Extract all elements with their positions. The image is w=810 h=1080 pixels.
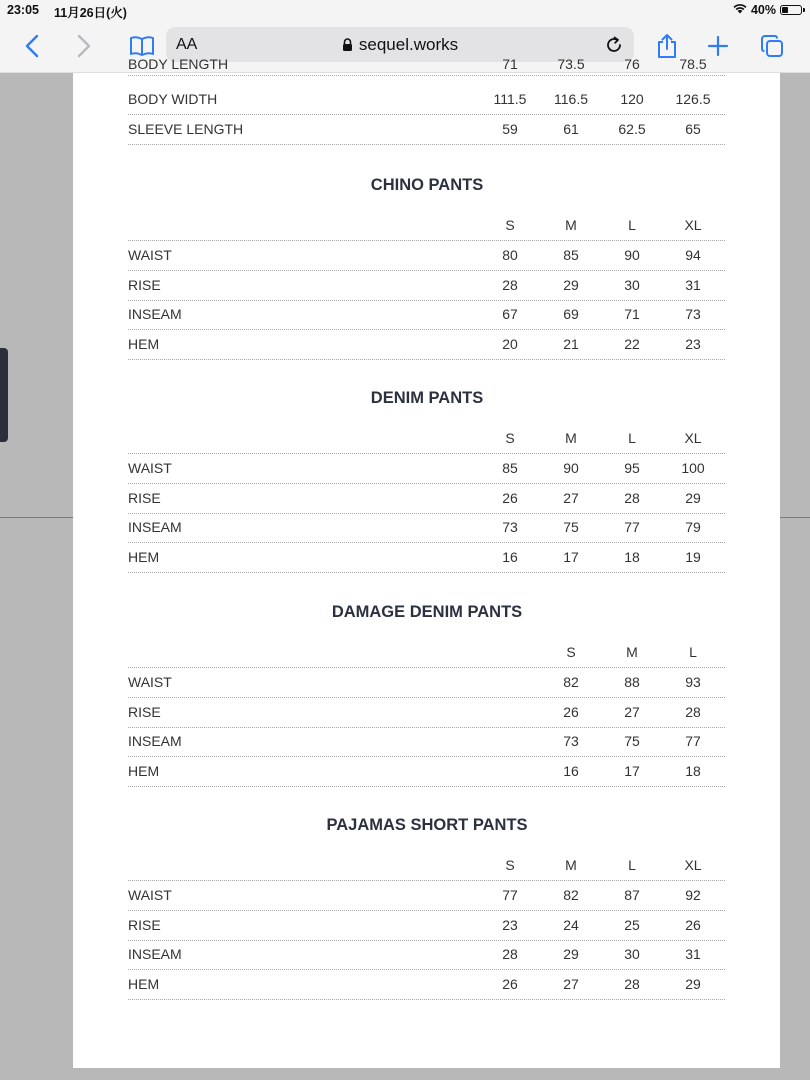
table-cell: 75: [624, 733, 640, 750]
table-cell: 82: [563, 674, 579, 690]
size-header-row: [128, 638, 725, 668]
table-cell: 93: [685, 674, 701, 690]
table-row: [128, 115, 725, 145]
table-cell: S: [505, 857, 515, 873]
row-label: WAIST: [128, 674, 172, 690]
table-cell: XL: [684, 857, 702, 873]
table-cell: 73: [563, 733, 579, 750]
size-header-row: [128, 211, 725, 241]
battery-fill: [782, 7, 788, 13]
row-label: HEM: [128, 763, 160, 780]
table-cell: 19: [685, 549, 701, 566]
table-cell: 28: [502, 276, 518, 293]
table-row: [128, 698, 725, 728]
table-cell: 82: [563, 887, 579, 903]
table-cell: S: [505, 430, 515, 446]
table-cell: 25: [624, 916, 640, 933]
status-date: 11月26日(火): [54, 6, 127, 20]
table-cell: 79: [685, 519, 701, 536]
table-cell: 29: [685, 976, 701, 993]
table-cell: 17: [624, 763, 640, 780]
table-row: [128, 271, 725, 301]
table-cell: 22: [624, 336, 640, 353]
lock-icon: [342, 36, 353, 56]
table-cell: L: [628, 857, 636, 873]
row-label: INSEAM: [128, 519, 182, 536]
table-cell: 75: [563, 519, 579, 536]
table-cell: 88: [624, 674, 640, 690]
table-row: [128, 513, 725, 543]
table-cell: 31: [685, 946, 701, 963]
table-cell: 26: [563, 703, 579, 720]
reload-icon: [604, 35, 624, 55]
row-label: INSEAM: [128, 733, 182, 750]
table-cell: 100: [681, 460, 705, 476]
table-cell: 26: [685, 916, 701, 933]
table-row: [128, 911, 725, 941]
row-label: RISE: [128, 703, 161, 720]
table-cell: 90: [624, 247, 640, 263]
url-text: sequel.works: [358, 35, 459, 54]
table-cell: 90: [563, 460, 579, 476]
table-cell: 85: [563, 247, 579, 263]
table-cell: M: [565, 430, 577, 446]
table-cell: 73: [502, 519, 518, 536]
table-cell: 111.5: [493, 91, 527, 107]
wifi-icon: [733, 3, 747, 17]
table-cell: 20: [502, 336, 518, 353]
row-label: BODY WIDTH: [128, 91, 218, 107]
table-cell: 31: [685, 276, 701, 293]
size-header-row: [128, 851, 725, 881]
table-cell: 78.5: [679, 56, 707, 72]
chevron-left-icon: [24, 34, 40, 58]
table-cell: 92: [685, 887, 701, 903]
plus-icon: [707, 35, 729, 57]
table-cell: 76: [624, 56, 640, 72]
status-bar: [0, 0, 810, 22]
table-cell: 71: [624, 306, 640, 323]
row-label: INSEAM: [128, 306, 182, 323]
table-cell: 23: [685, 336, 701, 353]
status-indicators: [733, 3, 802, 17]
table-cell: 18: [685, 763, 701, 780]
table-cell: 116.5: [554, 91, 588, 107]
section-title: DAMAGE DENIM PANTS: [331, 603, 523, 621]
table-cell: 126.5: [675, 91, 711, 107]
row-label: INSEAM: [128, 946, 182, 963]
table-cell: L: [628, 217, 636, 233]
background-product-edge: [0, 348, 8, 442]
row-label: HEM: [128, 549, 160, 566]
forward-button[interactable]: [66, 28, 102, 64]
table-cell: L: [628, 430, 636, 446]
table-cell: 18: [624, 549, 640, 566]
book-icon: [129, 35, 155, 57]
table-cell: L: [689, 644, 697, 660]
table-cell: 94: [685, 247, 701, 263]
table-cell: 27: [624, 703, 640, 720]
table-cell: 30: [624, 946, 640, 963]
table-cell: 95: [624, 460, 640, 476]
table-row: [128, 757, 725, 787]
status-time: 23:05: [7, 3, 39, 17]
table-cell: 26: [502, 976, 518, 993]
table-cell: M: [565, 217, 577, 233]
table-cell: XL: [684, 217, 702, 233]
section-title: CHINO PANTS: [370, 176, 484, 194]
table-cell: M: [565, 857, 577, 873]
table-cell: 69: [563, 306, 579, 323]
table-cell: 21: [563, 336, 579, 353]
table-row: [128, 484, 725, 514]
table-cell: 17: [563, 549, 579, 566]
table-cell: 120: [620, 91, 644, 107]
chevron-right-icon: [76, 34, 92, 58]
row-label: WAIST: [128, 460, 172, 476]
table-cell: XL: [684, 430, 702, 446]
cut-off-row: [128, 56, 725, 76]
battery-icon: [780, 5, 802, 15]
table-cell: S: [566, 644, 576, 660]
row-label: HEM: [128, 336, 160, 353]
reload-button[interactable]: [600, 31, 628, 59]
table-row: [128, 543, 725, 573]
reader-options-button[interactable]: AA: [176, 36, 198, 53]
table-cell: 28: [502, 946, 518, 963]
table-cell: 87: [624, 887, 640, 903]
size-chart-page[interactable]: [73, 56, 780, 1068]
table-cell: 28: [624, 489, 640, 506]
row-label: WAIST: [128, 887, 172, 903]
table-row: [128, 940, 725, 970]
table-row: [128, 881, 725, 911]
table-cell: 30: [624, 276, 640, 293]
table-row: [128, 454, 725, 484]
table-cell: 85: [502, 460, 518, 476]
tabs-icon: [760, 34, 784, 58]
table-cell: 16: [563, 763, 579, 780]
table-row: [128, 241, 725, 271]
table-cell: 71: [502, 56, 518, 72]
table-cell: 77: [624, 519, 640, 536]
table-cell: 59: [502, 121, 518, 137]
table-row: [128, 727, 725, 757]
table-cell: 77: [685, 733, 701, 750]
table-cell: 80: [502, 247, 518, 263]
row-label: BODY LENGTH: [128, 56, 229, 72]
table-cell: 29: [563, 276, 579, 293]
section-title: PAJAMAS SHORT PANTS: [326, 816, 528, 834]
share-icon: [656, 33, 678, 59]
battery-percent: 40%: [750, 3, 776, 17]
table-cell: 61: [563, 121, 579, 137]
table-row: [128, 330, 725, 360]
table-cell: M: [626, 644, 638, 660]
row-label: WAIST: [128, 247, 172, 263]
table-row: [128, 85, 725, 115]
table-cell: 27: [563, 976, 579, 993]
table-cell: 65: [685, 121, 701, 137]
back-button[interactable]: [14, 28, 50, 64]
size-header-row: [128, 424, 725, 454]
table-cell: 23: [502, 916, 518, 933]
table-cell: 24: [563, 916, 579, 933]
row-label: RISE: [128, 489, 161, 506]
table-cell: 77: [502, 887, 518, 903]
table-cell: 73: [685, 306, 701, 323]
row-label: HEM: [128, 976, 160, 993]
table-cell: 29: [563, 946, 579, 963]
table-row: [128, 668, 725, 698]
url-display[interactable]: [166, 35, 634, 56]
row-label: RISE: [128, 916, 161, 933]
table-cell: 16: [502, 549, 518, 566]
table-row: [128, 300, 725, 330]
row-label: SLEEVE LENGTH: [128, 121, 244, 137]
table-cell: 28: [685, 703, 701, 720]
table-cell: 29: [685, 489, 701, 506]
table-row: [128, 970, 725, 1000]
table-cell: 67: [502, 306, 518, 323]
table-cell: 26: [502, 489, 518, 506]
table-cell: S: [505, 217, 515, 233]
table-cell: 62.5: [618, 121, 646, 137]
table-cell: 73.5: [557, 56, 585, 72]
table-cell: 27: [563, 489, 579, 506]
row-label: RISE: [128, 276, 161, 293]
table-cell: 28: [624, 976, 640, 993]
tabs-overview-button[interactable]: [754, 28, 790, 64]
section-title: DENIM PANTS: [370, 389, 484, 407]
